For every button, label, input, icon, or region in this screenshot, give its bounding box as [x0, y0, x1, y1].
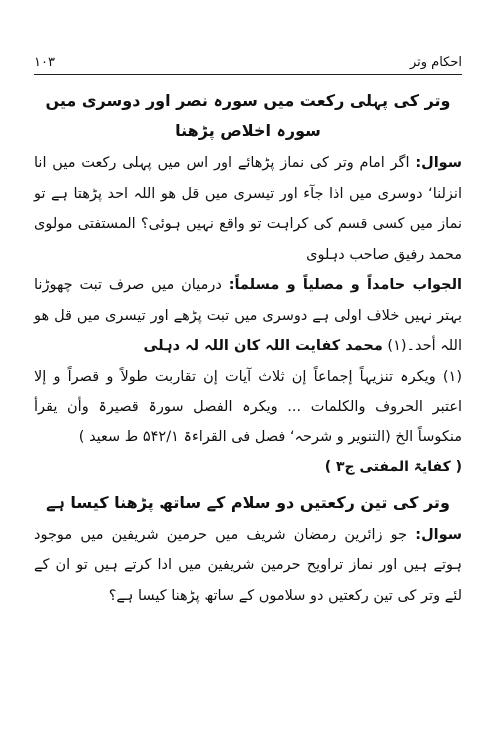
source-reference: ( کفایۃ المفتی ج۳ ) — [324, 458, 462, 475]
section-heading-1: وتر کی پہلی رکعت میں سورہ نصر اور دوسری میں سورہ اخلاص پڑھنا — [45, 91, 451, 140]
question-label: سوال: — [415, 155, 463, 171]
signature: محمد کفایت اللہ کان اللہ لہ دہلی — [143, 338, 383, 354]
running-title: احکام وتر — [409, 55, 462, 70]
question-paragraph-2 — [34, 520, 462, 612]
answer-paragraph-1 — [34, 270, 462, 362]
question-paragraph-1 — [34, 148, 462, 270]
questioner: المستفتی مولوی محمد رفیق صاحب دہلوی — [34, 216, 462, 263]
question-text-2: جو زائرین رمضان شریف میں حرمین شریفین میں موجود ہوتے ہیں اور نماز تراویح حرمین شریفین میں ادا کرتے ہیں تو ان کے لئے وتر کی تین رکعتیں دو سلاموں کے ساتھ پڑھنا کیسا ہے؟ — [34, 526, 462, 604]
page-header — [34, 50, 462, 75]
page-body — [34, 86, 462, 611]
answer-label: الجواب حامداً و مصلیاً و مسلماً: — [228, 277, 463, 293]
section-heading-2: وتر کی تین رکعتیں دو سلام کے ساتھ پڑھنا کیسا ہے — [46, 492, 450, 512]
question-text: اگر امام وتر کی نماز پڑھائے اور اس میں پہلی رکعت میں انا انزلنا‘ دوسری میں اذا جآء اور تیسری میں قل ھو اللہ احد پڑھتا ہے تو نماز میں کسی قسم کی کراہت تو واقع نہیں ہوئی؟ — [34, 155, 463, 232]
footnote: (۱) ویکرہ تنزیہاً إجماعاً إن ثلاث آیات إن تقاربت طولاً و قصراً و إلا اعتبر الحروف والکلمات ... ویکرہ الفصل سورۃ قصیرۃ وأن یقرأ منکوساً الخ (التنویر و شرحہ‘ فصل فی القراءۃ ۵۴۲/۱ ط سعید ) — [34, 368, 462, 445]
question-label-2: سوال: — [415, 526, 462, 543]
answer-text: درمیان میں صرف تبت چھوڑنا بہتر نہیں خلاف اولی ہے دوسری میں تبت پڑھے اور تیسری میں قل ھو اللہ أحد۔(۱) — [34, 277, 462, 354]
page-number: ۱۰۳ — [34, 55, 55, 70]
